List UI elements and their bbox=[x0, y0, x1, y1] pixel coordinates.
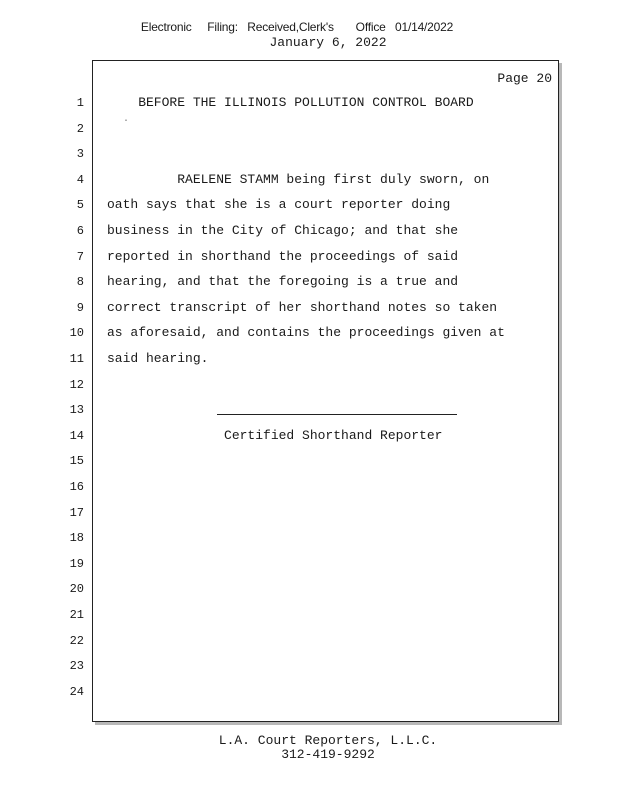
line-number: 24 bbox=[69, 685, 84, 699]
signature-line bbox=[217, 414, 457, 415]
line-text: as aforesaid, and contains the proceedings given at bbox=[107, 325, 505, 340]
line-text: said hearing. bbox=[107, 351, 209, 366]
page-number: Page 20 bbox=[497, 71, 552, 86]
line-number: 8 bbox=[76, 275, 84, 289]
line-number: 3 bbox=[76, 147, 84, 161]
line-number: 18 bbox=[69, 531, 84, 545]
line-number: 21 bbox=[69, 608, 84, 622]
line-number: 5 bbox=[76, 198, 84, 212]
footer-company: L.A. Court Reporters, L.L.C. bbox=[218, 733, 438, 748]
footer-phone: 312-419-9292 bbox=[281, 747, 375, 762]
line-number: 7 bbox=[76, 250, 84, 264]
line-number: 1 bbox=[76, 96, 84, 110]
line-number: 20 bbox=[69, 582, 84, 596]
line-text: hearing, and that the foregoing is a true and bbox=[107, 274, 459, 289]
line-number: 10 bbox=[69, 326, 84, 340]
line-number: 22 bbox=[69, 634, 84, 648]
line-number: 2 bbox=[76, 122, 84, 136]
line-number: 13 bbox=[69, 403, 84, 417]
line-text: reported in shorthand the proceedings of said bbox=[107, 249, 459, 264]
line-text: oath says that she is a court reporter doing bbox=[107, 197, 451, 212]
line-text: Certified Shorthand Reporter bbox=[107, 428, 443, 443]
stray-mark: · bbox=[123, 116, 130, 127]
line-number: 11 bbox=[69, 352, 84, 366]
line-text: business in the City of Chicago; and that she bbox=[107, 223, 459, 238]
line-number: 6 bbox=[76, 224, 84, 238]
line-text: RAELENE STAMM being first duly sworn, on bbox=[107, 172, 490, 187]
line-number: 19 bbox=[69, 557, 84, 571]
transcript-date: January 6, 2022 bbox=[269, 35, 387, 50]
transcript-page bbox=[92, 60, 559, 722]
line-number: 15 bbox=[69, 454, 84, 468]
line-number: 17 bbox=[69, 506, 84, 520]
line-number: 4 bbox=[76, 173, 84, 187]
line-number: 23 bbox=[69, 659, 84, 673]
line-number: 9 bbox=[76, 301, 84, 315]
line-text: BEFORE THE ILLINOIS POLLUTION CONTROL BOARD bbox=[107, 95, 474, 110]
line-number: 16 bbox=[69, 480, 84, 494]
filing-stamp: Electronic Filing: Received,Clerk's Office 01/14/2022 bbox=[140, 20, 454, 34]
line-text: correct transcript of her shorthand notes so taken bbox=[107, 300, 498, 315]
line-number: 14 bbox=[69, 429, 84, 443]
line-number: 12 bbox=[69, 378, 84, 392]
